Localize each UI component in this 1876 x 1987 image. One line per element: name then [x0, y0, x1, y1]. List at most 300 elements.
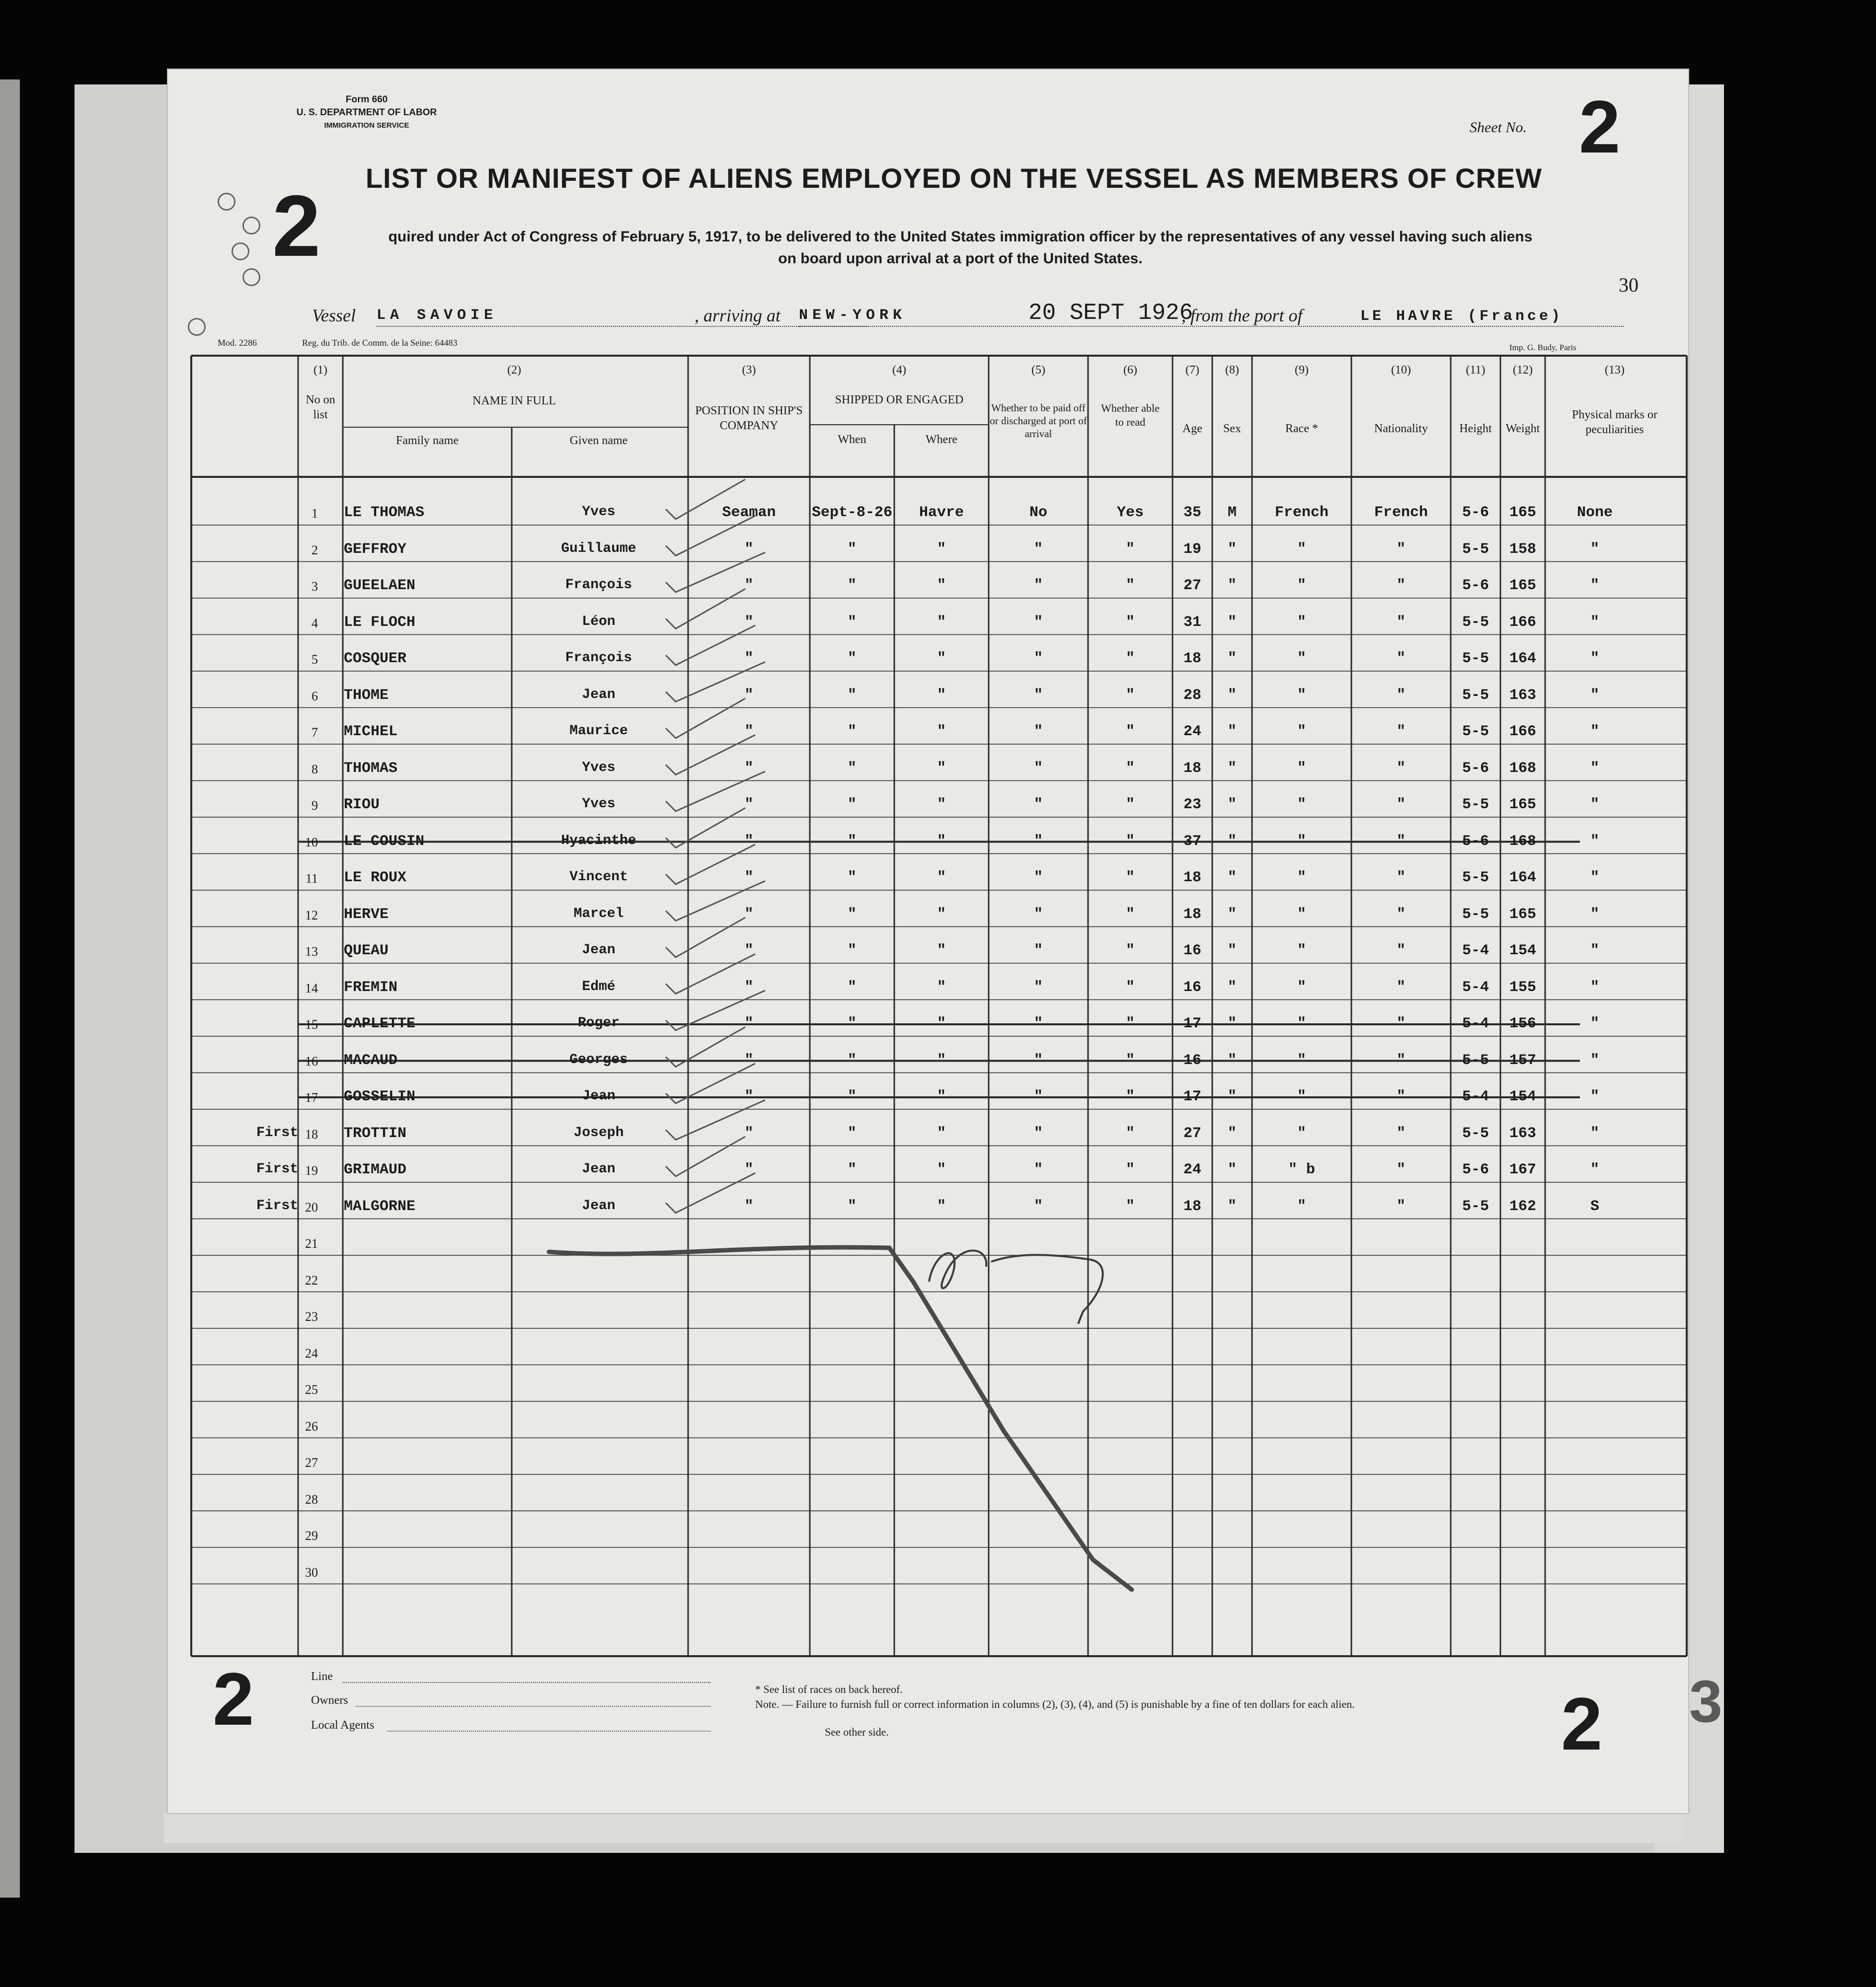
cell-family: MICHEL: [344, 723, 398, 740]
row-number: 27: [305, 1455, 318, 1470]
footer-big-number-right: 2: [1561, 1682, 1603, 1765]
col1-number: (1): [313, 364, 327, 377]
cell-given: Jean: [582, 687, 616, 702]
cell-nationality: ": [1396, 1052, 1406, 1069]
cell-nationality: ": [1396, 796, 1406, 813]
cell-age: 16: [1183, 1052, 1201, 1069]
cell-read: ": [1125, 869, 1135, 886]
row-number: 25: [305, 1382, 318, 1397]
cell-paid: No: [1029, 504, 1047, 521]
cell-where: ": [937, 869, 946, 886]
cell-when: ": [847, 540, 857, 558]
row-number: 22: [305, 1273, 318, 1288]
cell-read: ": [1125, 650, 1135, 667]
cell-sex: ": [1227, 613, 1237, 631]
cell-weight: 158: [1509, 540, 1536, 558]
cell-sex: ": [1227, 687, 1237, 704]
cell-given: François: [565, 577, 632, 593]
registration: Reg. du Trib. de Comm. de la Seine: 64483: [302, 338, 458, 348]
cell-position: ": [744, 760, 754, 777]
subtitle-line-1: quired under Act of Congress of February 5, 1917, to be delivered to the United States immigration officer by the representatives of any vessel having such aliens: [388, 229, 1533, 245]
cell-read: ": [1125, 540, 1135, 558]
cell-nationality: ": [1396, 1125, 1406, 1142]
cell-given: Yves: [582, 760, 616, 775]
subtitle-line-2: on board upon arrival at a port of the United States.: [778, 250, 1143, 267]
departure-port: LE HAVRE (France): [1360, 308, 1563, 325]
cell-age: 18: [1183, 650, 1201, 667]
cell-marks: ": [1590, 1088, 1599, 1105]
cell-sex: ": [1227, 1161, 1237, 1178]
cell-sex: ": [1227, 1198, 1237, 1215]
cell-position: ": [744, 1088, 754, 1105]
cell-when: ": [847, 869, 857, 886]
cell-height: 5-5: [1462, 687, 1489, 704]
cell-weight: 165: [1509, 906, 1536, 923]
cell-position: ": [744, 540, 754, 558]
cell-given: Léon: [582, 613, 616, 629]
cell-height: 5-6: [1462, 760, 1489, 777]
cell-age: 37: [1183, 833, 1201, 850]
cell-given: François: [565, 650, 632, 666]
cell-weight: 154: [1509, 1088, 1536, 1105]
col3-header: POSITION IN SHIP'S COMPANY: [695, 404, 803, 432]
cell-height: 5-5: [1462, 906, 1489, 923]
see-other-side: See other side.: [825, 1726, 889, 1738]
cell-age: 16: [1183, 979, 1201, 996]
cell-given: Maurice: [569, 723, 628, 739]
cell-marks: ": [1590, 613, 1599, 631]
cell-nationality: ": [1396, 723, 1406, 740]
races-note: * See list of races on back hereof.: [755, 1683, 903, 1695]
row-number: 18: [305, 1127, 318, 1142]
cell-race: ": [1297, 1198, 1306, 1215]
cell-family: RIOU: [344, 796, 380, 813]
col8-number: (8): [1225, 364, 1239, 377]
row-number: 10: [305, 835, 318, 849]
cell-age: 24: [1183, 723, 1201, 740]
cell-weight: 156: [1509, 1015, 1536, 1032]
cell-family: LE THOMAS: [344, 504, 425, 521]
cell-when: ": [847, 723, 857, 740]
cell-height: 5-4: [1462, 1015, 1489, 1032]
cell-nationality: ": [1396, 760, 1406, 777]
cell-paid: ": [1033, 833, 1043, 850]
cell-marks: ": [1590, 540, 1599, 558]
col12-header: Weight: [1505, 422, 1540, 435]
cell-weight: 165: [1509, 796, 1536, 813]
cell-position: ": [744, 942, 754, 959]
cell-where: Havre: [919, 504, 964, 521]
cell-when: ": [847, 1161, 857, 1178]
cell-sex: ": [1227, 1088, 1237, 1105]
cell-given: Vincent: [569, 869, 628, 885]
cell-given: Jean: [582, 942, 616, 958]
cell-weight: 165: [1509, 577, 1536, 594]
cell-age: 18: [1183, 869, 1201, 886]
cell-read: ": [1125, 577, 1135, 594]
cell-age: 24: [1183, 1161, 1201, 1178]
row-number: 14: [305, 981, 318, 995]
col6-number: (6): [1123, 364, 1137, 377]
cell-read: ": [1125, 1088, 1135, 1105]
cell-height: 5-5: [1462, 723, 1489, 740]
cell-nationality: ": [1396, 613, 1406, 631]
cell-when: ": [847, 1198, 857, 1215]
cell-sex: ": [1227, 577, 1237, 594]
cell-when: ": [847, 613, 857, 631]
cell-race: ": [1297, 577, 1306, 594]
cell-position: Seaman: [722, 504, 776, 521]
cell-weight: 155: [1509, 979, 1536, 996]
cell-height: 5-5: [1462, 869, 1489, 886]
cell-margin: First: [256, 1198, 298, 1214]
col4-number: (4): [892, 364, 906, 377]
cell-race: ": [1297, 613, 1306, 631]
col2b-header: Given name: [569, 434, 628, 447]
cell-family: LE ROUX: [344, 869, 407, 886]
row-number: 26: [305, 1419, 318, 1434]
cell-when: ": [847, 906, 857, 923]
cell-where: ": [937, 906, 946, 923]
cell-height: 5-6: [1462, 577, 1489, 594]
cell-weight: 167: [1509, 1161, 1536, 1178]
col4a-header: When: [838, 433, 866, 446]
cell-height: 5-5: [1462, 1198, 1489, 1215]
cell-when: ": [847, 1088, 857, 1105]
cell-given: Jean: [582, 1161, 616, 1177]
cell-when: ": [847, 979, 857, 996]
cell-nationality: ": [1396, 869, 1406, 886]
cell-where: ": [937, 540, 946, 558]
col3-number: (3): [742, 364, 756, 377]
row-number: 17: [305, 1090, 318, 1105]
cell-where: ": [937, 1088, 946, 1105]
row-number: 12: [305, 908, 318, 922]
cell-family: GOSSELIN: [344, 1088, 416, 1105]
cell-sex: ": [1227, 1125, 1237, 1142]
cell-age: 18: [1183, 906, 1201, 923]
cell-paid: ": [1033, 942, 1043, 959]
cell-where: ": [937, 577, 946, 594]
row-number: 30: [305, 1565, 318, 1580]
cell-weight: 168: [1509, 833, 1536, 850]
row-number: 21: [305, 1236, 318, 1251]
cell-where: ": [937, 613, 946, 631]
cell-sex: ": [1227, 540, 1237, 558]
cell-race: ": [1297, 723, 1306, 740]
cell-age: 16: [1183, 942, 1201, 959]
cell-sex: ": [1227, 906, 1237, 923]
cell-family: MALGORNE: [344, 1198, 416, 1215]
cell-sex: ": [1227, 979, 1237, 996]
cell-height: 5-5: [1462, 540, 1489, 558]
cell-when: ": [847, 1052, 857, 1069]
col2-header: NAME IN FULL: [472, 394, 556, 407]
cell-position: ": [744, 979, 754, 996]
cell-marks: ": [1590, 687, 1599, 704]
cell-margin: First: [256, 1161, 298, 1177]
cell-paid: ": [1033, 760, 1043, 777]
footer-big-number-left: 2: [213, 1657, 254, 1741]
line-label: Line: [311, 1670, 333, 1683]
cell-sex: ": [1227, 760, 1237, 777]
cell-where: ": [937, 833, 946, 850]
cell-family: HERVE: [344, 906, 389, 923]
cell-paid: ": [1033, 906, 1043, 923]
row-number: 19: [305, 1163, 318, 1178]
cell-nationality: ": [1396, 942, 1406, 959]
cell-when: ": [847, 650, 857, 667]
cell-nationality: ": [1396, 577, 1406, 594]
cell-position: ": [744, 869, 754, 886]
cell-where: ": [937, 1125, 946, 1142]
cell-race: ": [1297, 1052, 1306, 1069]
cell-read: ": [1125, 833, 1135, 850]
cell-where: ": [937, 1052, 946, 1069]
row-number: 5: [312, 652, 318, 667]
cell-family: FREMIN: [344, 979, 398, 996]
cell-paid: ": [1033, 979, 1043, 996]
cell-paid: ": [1033, 723, 1043, 740]
cell-sex: ": [1227, 650, 1237, 667]
cell-nationality: ": [1396, 650, 1406, 667]
cell-race: ": [1297, 869, 1306, 886]
cell-height: 5-4: [1462, 1088, 1489, 1105]
col12-number: (12): [1513, 364, 1533, 377]
cell-age: 35: [1183, 504, 1201, 521]
cell-marks: ": [1590, 833, 1599, 850]
cell-paid: ": [1033, 869, 1043, 886]
col13-number: (13): [1605, 364, 1625, 377]
cell-position: ": [744, 1015, 754, 1032]
row-number: 29: [305, 1528, 318, 1543]
cell-race: ": [1297, 687, 1306, 704]
cell-age: 27: [1183, 577, 1201, 594]
col4b-header: Where: [926, 433, 957, 446]
cell-height: 5-5: [1462, 613, 1489, 631]
cell-paid: ": [1033, 1161, 1043, 1178]
cell-sex: ": [1227, 796, 1237, 813]
cell-race: ": [1297, 979, 1306, 996]
cell-nationality: ": [1396, 906, 1406, 923]
cell-where: ": [937, 1015, 946, 1032]
row-number: 3: [312, 579, 318, 594]
col4-header: SHIPPED OR ENGAGED: [835, 393, 964, 406]
cell-when: ": [847, 1015, 857, 1032]
agents-label: Local Agents: [311, 1719, 375, 1732]
cell-paid: ": [1033, 577, 1043, 594]
cell-family: THOME: [344, 687, 389, 704]
cell-given: Guillaume: [561, 540, 636, 556]
cell-given: Jean: [582, 1088, 616, 1104]
cell-nationality: ": [1396, 979, 1406, 996]
cell-age: 18: [1183, 1198, 1201, 1215]
cell-race: ": [1297, 1125, 1306, 1142]
row-number: 15: [305, 1017, 318, 1032]
cell-paid: ": [1033, 650, 1043, 667]
cell-family: MACAUD: [344, 1052, 398, 1069]
cell-position: ": [744, 650, 754, 667]
cell-nationality: ": [1396, 687, 1406, 704]
arrival-port: NEW-YORK: [799, 307, 907, 324]
cell-race: ": [1297, 942, 1306, 959]
cell-weight: 157: [1509, 1052, 1536, 1069]
sheet-label: Sheet No.: [1470, 119, 1527, 136]
cell-weight: 164: [1509, 650, 1536, 667]
cell-age: 28: [1183, 687, 1201, 704]
cell-age: 18: [1183, 760, 1201, 777]
cell-marks: None: [1576, 504, 1613, 521]
vessel-label: Vessel: [312, 306, 356, 325]
col13-header: Physical marks or peculiarities: [1572, 408, 1657, 436]
cell-family: GRIMAUD: [344, 1161, 407, 1178]
cell-paid: ": [1033, 613, 1043, 631]
mod-number: Mod. 2286: [218, 338, 257, 348]
cell-marks: ": [1590, 979, 1599, 996]
row-number: 23: [305, 1309, 318, 1324]
cell-paid: ": [1033, 1015, 1043, 1032]
cell-marks: ": [1590, 942, 1599, 959]
col7-number: (7): [1185, 364, 1199, 377]
page-title: LIST OR MANIFEST OF ALIENS EMPLOYED ON THE VESSEL AS MEMBERS OF CREW: [365, 162, 1543, 194]
cell-position: ": [744, 1052, 754, 1069]
cell-read: ": [1125, 1052, 1135, 1069]
cell-read: ": [1125, 723, 1135, 740]
cell-paid: ": [1033, 1198, 1043, 1215]
cell-position: ": [744, 1161, 754, 1178]
cell-family: GEFFROY: [344, 540, 407, 558]
department-name: U. S. DEPARTMENT OF LABOR: [296, 107, 437, 118]
cell-read: ": [1125, 1161, 1135, 1178]
penalty-note: Note. — Failure to furnish full or correct information in columns (2), (3), (4), and (5) is punishable by a fine of ten dollars for each alien.: [755, 1698, 1355, 1710]
cell-where: ": [937, 1198, 946, 1215]
cell-marks: ": [1590, 1125, 1599, 1142]
row-number: 20: [305, 1200, 318, 1215]
cell-read: ": [1125, 942, 1135, 959]
cell-age: 23: [1183, 796, 1201, 813]
cell-marks: ": [1590, 577, 1599, 594]
col2a-header: Family name: [396, 434, 459, 447]
arriving-label: , arriving at: [695, 306, 781, 325]
row-number: 1: [312, 506, 318, 521]
cell-race: ": [1297, 760, 1306, 777]
cell-sex: M: [1227, 504, 1237, 521]
col10-number: (10): [1391, 364, 1411, 377]
cell-family: CAPLETTE: [344, 1015, 416, 1032]
col1-header: No on list: [306, 393, 335, 421]
cell-sex: ": [1227, 869, 1237, 886]
cell-nationality: ": [1396, 540, 1406, 558]
cell-height: 5-5: [1462, 1052, 1489, 1069]
cell-position: ": [744, 687, 754, 704]
col5-number: (5): [1031, 364, 1045, 377]
col9-number: (9): [1295, 364, 1309, 377]
cell-paid: ": [1033, 687, 1043, 704]
printer-credit: Imp. G. Budy, Paris: [1509, 343, 1576, 352]
cell-weight: 166: [1509, 723, 1536, 740]
big-sheet-number: 2: [272, 178, 321, 275]
cell-marks: ": [1590, 1052, 1599, 1069]
cell-read: ": [1125, 1015, 1135, 1032]
cell-position: ": [744, 613, 754, 631]
cell-nationality: ": [1396, 1161, 1406, 1178]
row-number: 9: [312, 798, 318, 813]
cell-position: ": [744, 1198, 754, 1215]
row-number: 2: [312, 542, 318, 557]
cell-position: ": [744, 833, 754, 850]
col10-header: Nationality: [1374, 422, 1428, 435]
cell-read: Yes: [1116, 504, 1144, 521]
form-number: Form 660: [345, 94, 388, 105]
cell-age: 17: [1183, 1015, 1201, 1032]
cell-given: Yves: [582, 796, 616, 812]
cell-age: 19: [1183, 540, 1201, 558]
cell-when: ": [847, 796, 857, 813]
cell-given: Joseph: [573, 1125, 624, 1141]
owners-label: Owners: [311, 1694, 348, 1707]
cell-weight: 165: [1509, 504, 1536, 521]
cell-when: Sept-8-26: [811, 504, 893, 521]
cell-family: GUEELAEN: [344, 577, 416, 594]
cell-where: ": [937, 942, 946, 959]
cell-paid: ": [1033, 1088, 1043, 1105]
row-number: 6: [312, 688, 318, 703]
cell-read: ": [1125, 1125, 1135, 1142]
cell-marks: ": [1590, 869, 1599, 886]
cell-read: ": [1125, 1198, 1135, 1215]
cell-family: THOMAS: [344, 760, 398, 777]
sheet-number: 2: [1579, 85, 1621, 168]
cell-height: 5-6: [1462, 504, 1489, 521]
cell-weight: 164: [1509, 869, 1536, 886]
signature: [1033, 1306, 1035, 1307]
row-number: 11: [305, 871, 318, 886]
row-number: 8: [312, 762, 318, 776]
cell-age: 27: [1183, 1125, 1201, 1142]
cell-where: ": [937, 723, 946, 740]
cell-position: ": [744, 577, 754, 594]
cell-read: ": [1125, 796, 1135, 813]
cell-race: " b: [1288, 1161, 1315, 1178]
cell-family: LE COUSIN: [344, 833, 425, 850]
cell-read: ": [1125, 760, 1135, 777]
col11-header: Height: [1459, 422, 1492, 435]
cell-race: ": [1297, 796, 1306, 813]
cell-given: Marcel: [573, 906, 624, 921]
cell-marks: ": [1590, 723, 1599, 740]
cell-race: French: [1274, 504, 1329, 521]
cell-when: ": [847, 1125, 857, 1142]
cell-weight: 166: [1509, 613, 1536, 631]
row-number: 4: [312, 615, 318, 630]
cell-when: ": [847, 833, 857, 850]
cell-nationality: ": [1396, 1015, 1406, 1032]
cell-height: 5-5: [1462, 796, 1489, 813]
from-port-label: , from the port of: [1181, 306, 1303, 325]
cell-nationality: ": [1396, 1198, 1406, 1215]
arrival-date: 20 SEPT 1926: [1028, 300, 1193, 326]
cell-race: ": [1297, 540, 1306, 558]
cell-marks: ": [1590, 906, 1599, 923]
cell-race: ": [1297, 833, 1306, 850]
cell-race: ": [1297, 650, 1306, 667]
cell-marks: S: [1590, 1198, 1599, 1215]
cell-marks: ": [1590, 650, 1599, 667]
cell-nationality: ": [1396, 1088, 1406, 1105]
cell-where: ": [937, 760, 946, 777]
service-name: IMMIGRATION SERVICE: [324, 121, 409, 130]
corner-number: 30: [1619, 274, 1639, 296]
